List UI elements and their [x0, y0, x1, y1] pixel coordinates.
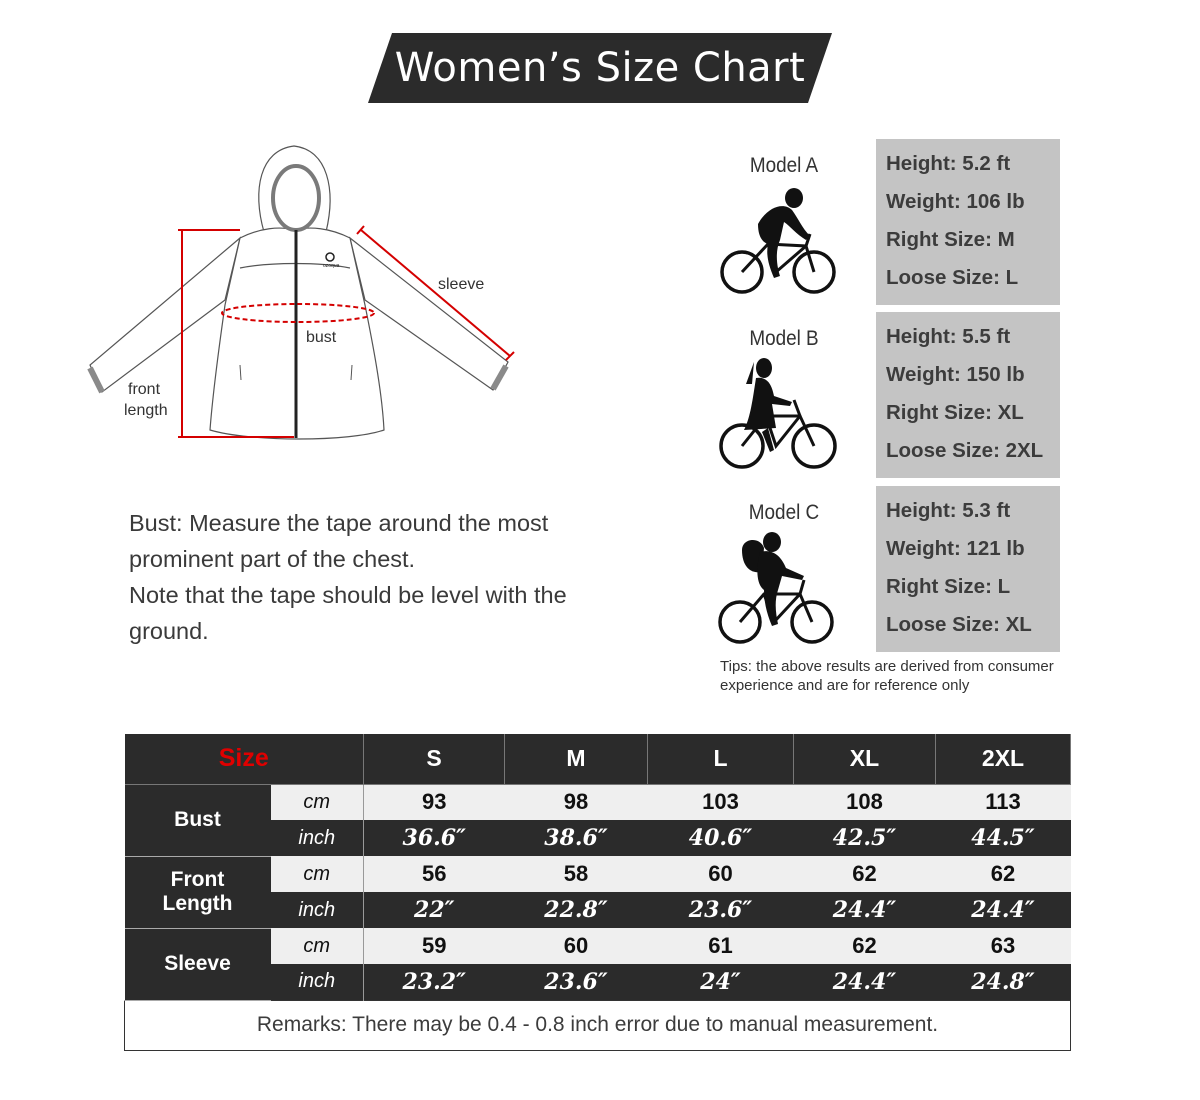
note-line: Bust: Measure the tape around the most [129, 510, 549, 536]
size-table [124, 734, 1071, 1051]
table-cell: 98 [505, 784, 648, 820]
size-xl: XL [794, 734, 936, 784]
front-length-label-2: length [124, 402, 168, 419]
note-line: prominent part of the chest. [129, 546, 416, 572]
tips-text: Tips: the above results are derived from consumer experience and are for reference only [720, 658, 1054, 694]
table-cell: 59 [364, 928, 505, 964]
unit-inch: inch [271, 964, 364, 1000]
page-title: Women’s Size Chart [394, 45, 806, 91]
table-cell: 61 [648, 928, 794, 964]
remarks-row [125, 1000, 1071, 1050]
table-cell: 42.5″ [794, 820, 936, 856]
table-cell: 23.6″ [505, 964, 648, 1000]
cyclist-a-icon [718, 184, 840, 300]
logo-text: ozoqua [323, 263, 340, 269]
size-2xl: 2XL [936, 734, 1071, 784]
cyclist-b-icon [716, 354, 840, 474]
table-cell: 103 [648, 784, 794, 820]
sleeve-label: sleeve [438, 276, 485, 293]
table-cell: 22.8″ [505, 892, 648, 928]
title-banner [368, 33, 832, 103]
cyclist-c-icon [716, 528, 838, 648]
jacket-diagram [80, 130, 540, 450]
model-a-stats [876, 139, 1060, 305]
table-cell: 23.2″ [364, 964, 505, 1000]
table-row [125, 784, 1071, 820]
table-cell: 60 [505, 928, 648, 964]
table-cell: 36.6″ [364, 820, 505, 856]
model-b-weight: Weight: 150 lb [886, 363, 1025, 386]
model-b-name: Model B [749, 327, 819, 350]
model-a-name: Model A [749, 154, 819, 177]
table-cell: 22″ [364, 892, 505, 928]
table-cell: 108 [794, 784, 936, 820]
table-cell: 24.4″ [936, 892, 1071, 928]
table-cell: 93 [364, 784, 505, 820]
model-b-height: Height: 5.5 ft [886, 325, 1011, 348]
unit-cm: cm [271, 784, 364, 820]
unit-cm: cm [271, 928, 364, 964]
model-a-weight: Weight: 106 lb [886, 190, 1025, 213]
table-cell: 24.4″ [794, 964, 936, 1000]
bust-label: bust [306, 329, 337, 346]
model-b-loose-size: Loose Size: 2XL [886, 439, 1044, 462]
model-a-loose-size: Loose Size: L [886, 266, 1019, 289]
front-length-label-line: Length [162, 892, 233, 915]
unit-inch: inch [271, 892, 364, 928]
note-line: Note that the tape should be level with the [129, 582, 567, 608]
table-cell: 62 [936, 856, 1071, 892]
table-cell: 62 [794, 856, 936, 892]
table-cell: 44.5″ [936, 820, 1071, 856]
size-header-row [125, 734, 1071, 784]
unit-cm: cm [271, 856, 364, 892]
table-cell: 38.6″ [505, 820, 648, 856]
model-c-right-size: Right Size: L [886, 575, 1011, 598]
model-c-height: Height: 5.3 ft [886, 499, 1011, 522]
bust-row-label: Bust [125, 784, 271, 856]
front-length-row-label [125, 856, 271, 928]
table-cell: 58 [505, 856, 648, 892]
table-cell: 60 [648, 856, 794, 892]
sleeve-row-label: Sleeve [125, 928, 271, 1000]
bust-measuring-note [129, 505, 629, 649]
table-cell: 56 [364, 856, 505, 892]
model-c-weight: Weight: 121 lb [886, 537, 1025, 560]
model-c-name: Model C [748, 501, 820, 524]
model-a-height: Height: 5.2 ft [886, 152, 1011, 175]
model-c-stats [876, 486, 1060, 652]
model-a-right-size: Right Size: M [886, 228, 1015, 251]
size-s: S [364, 734, 505, 784]
table-cell: 62 [794, 928, 936, 964]
table-cell: 113 [936, 784, 1071, 820]
table-cell: 24.8″ [936, 964, 1071, 1000]
size-l: L [648, 734, 794, 784]
front-length-label-1: front [128, 381, 161, 398]
model-c-loose-size: Loose Size: XL [886, 613, 1032, 636]
model-b-stats [876, 312, 1060, 478]
note-line: ground. [129, 618, 209, 644]
table-cell: 23.6″ [648, 892, 794, 928]
unit-inch: inch [271, 820, 364, 856]
table-cell: 63 [936, 928, 1071, 964]
table-row [125, 856, 1071, 892]
remarks-text: Remarks: There may be 0.4 - 0.8 inch error due to manual measurement. [125, 1000, 1071, 1050]
table-cell: 24″ [648, 964, 794, 1000]
table-cell: 40.6″ [648, 820, 794, 856]
size-m: M [505, 734, 648, 784]
table-cell: 24.4″ [794, 892, 936, 928]
front-length-label-line: Front [170, 868, 225, 891]
table-row [125, 928, 1071, 964]
model-b-right-size: Right Size: XL [886, 401, 1024, 424]
size-header: Size [125, 734, 364, 784]
